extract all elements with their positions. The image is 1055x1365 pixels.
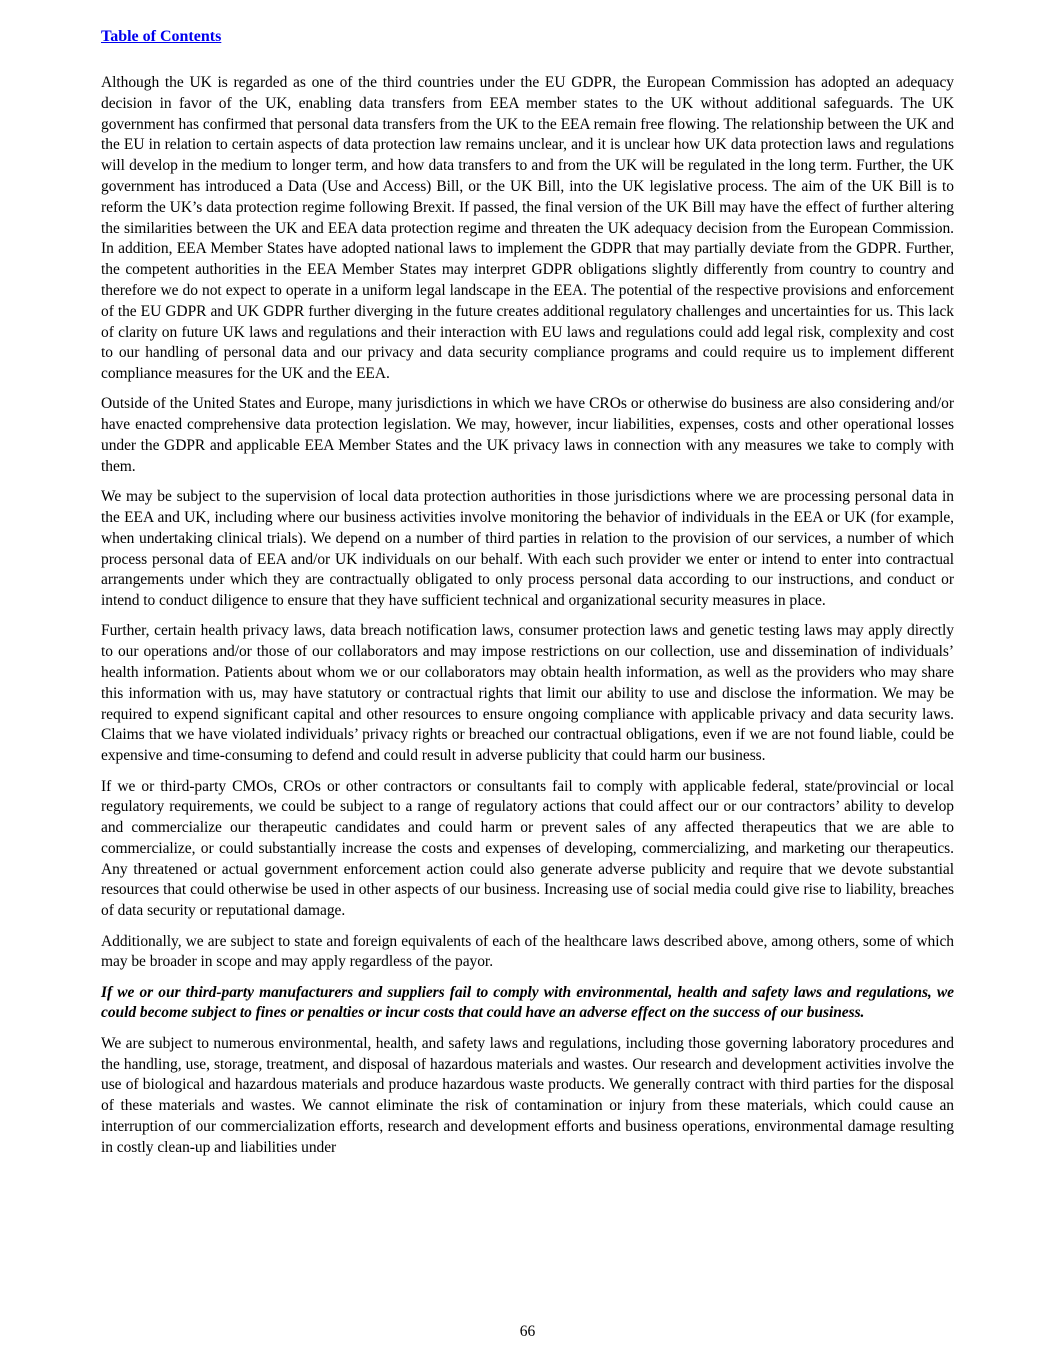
table-of-contents-link[interactable]: Table of Contents xyxy=(101,28,222,45)
paragraph-environmental: We are subject to numerous environmental, health, and safety laws and regulations, including those governing laboratory procedures and the handling, use, storage, treatment, and disposal of hazardous materials and wastes. Our research and development activities involve the use of biological and hazardous materials and produce hazardous waste products. We generally contract with third parties for the disposal of these materials and wastes. We cannot eliminate the risk of contamination or injury from these materials, which could cause an interruption of our commercialization efforts, research and development efforts and business operations, environmental damage resulting in costly clean-up and liabilities under xyxy=(101,1034,954,1156)
document-body xyxy=(101,73,954,1168)
paragraph-outside-us-europe: Outside of the United States and Europe, many jurisdictions in which we have CROs or otherwise do business are also considering and/or have enacted comprehensive data protection legislation. We may, however, incur liabilities, expenses, costs and other operational losses under the GDPR and applicable EEA Member States and the UK privacy laws in connection with any measures we take to comply with them. xyxy=(101,395,954,475)
risk-factor-heading: If we or our third-party manufacturers and suppliers fail to comply with environmental, health and safety laws and regulations, we could become subject to fines or penalties or incur costs that could have an adverse effect on the success of our business. xyxy=(101,983,954,1022)
paragraph-state-foreign: Additionally, we are subject to state and foreign equivalents of each of the healthcare laws described above, among others, some of which may be broader in scope and may apply regardless of the payor. xyxy=(101,932,954,971)
paragraph-uk-adequacy: Although the UK is regarded as one of the third countries under the EU GDPR, the European Commission has adopted an adequacy decision in favor of the UK, enabling data transfers from EEA member states to the UK without additional safeguards. The UK government has confirmed that personal data transfers from the UK to the EEA remain free flowing. The relationship between the UK and the EU in relation to certain aspects of data protection law remains unclear, and it is unclear how UK data protection laws and regulations will develop in the medium to longer term, and how data transfers to and from the UK will be regulated in the long term. Further, the UK government has introduced a Data (Use and Access) Bill, or the UK Bill, into the UK legislative process. The aim of the UK Bill is to reform the UK’s data protection regime following Brexit. If passed, the final version of the UK Bill may have the effect of further altering the similarities between the UK and EEA data protection regime and threaten the UK adequacy decision from the European Commission. In addition, EEA Member States have adopted national laws to implement the GDPR that may partially deviate from the GDPR. Further, the competent authorities in the EEA Member States may interpret GDPR obligations slightly differently from country to country and therefore we do not expect to operate in a uniform legal landscape in the EEA. The potential of the respective provisions and enforcement of the EU GDPR and UK GDPR further diverging in the future creates additional regulatory challenges and uncertainties for us. This lack of clarity on future UK laws and regulations and their interaction with EU laws and regulations could add legal risk, complexity and cost to our handling of personal data and our privacy and data security compliance programs and could require us to implement different compliance measures for the UK and the EEA. xyxy=(101,74,954,383)
paragraph-supervision: We may be subject to the supervision of local data protection authorities in those jurisdictions where we are processing personal data in the EEA and UK, including where our business activities involve monitoring the behavior of individuals in the EEA or UK (for example, when undertaking clinical trials). We depend on a number of third parties in relation to the provision of our services, a number of which process personal data of EEA and/or UK individuals on our behalf. With each such provider we enter or intend to enter into contractual arrangements under which they are contractually obligated to only process personal data according to our instructions, and conduct or intend to conduct diligence to ensure that they have sufficient technical and organizational security measures in place. xyxy=(101,488,954,610)
paragraph-third-party-compliance: If we or third-party CMOs, CROs or other contractors or consultants fail to comply with applicable federal, state/provincial or local regulatory requirements, we could be subject to a range of regulatory actions that could affect our or our contractors’ ability to develop and commercialize our therapeutic candidates and could harm or prevent sales of any affected therapeutics that we are able to commercialize, or could substantially increase the costs and expenses of developing, commercializing, and marketing our therapeutics. Any threatened or actual government enforcement action could also generate adverse publicity and require that we devote substantial resources that could otherwise be used in other aspects of our business. Increasing use of social media could give rise to liability, breaches of data security or reputational damage. xyxy=(101,777,954,920)
page-number: 66 xyxy=(519,1323,536,1340)
paragraph-health-privacy: Further, certain health privacy laws, data breach notification laws, consumer protection laws and genetic testing laws may apply directly to our operations and/or those of our collaborators and may impose restrictions on our collection, use and dissemination of individuals’ health information. Patients about whom we or our collaborators may obtain health information, as well as the providers who may share this information with us, may have statutory or contractual rights that limit our ability to use and disclose the information. We may be required to expend significant capital and other resources to ensure ongoing compliance with applicable privacy and data security laws. Claims that we have violated individuals’ privacy rights or breached our contractual obligations, even if we are not found liable, could be expensive and time-consuming to defend and could result in adverse publicity that could harm our business. xyxy=(101,622,954,765)
